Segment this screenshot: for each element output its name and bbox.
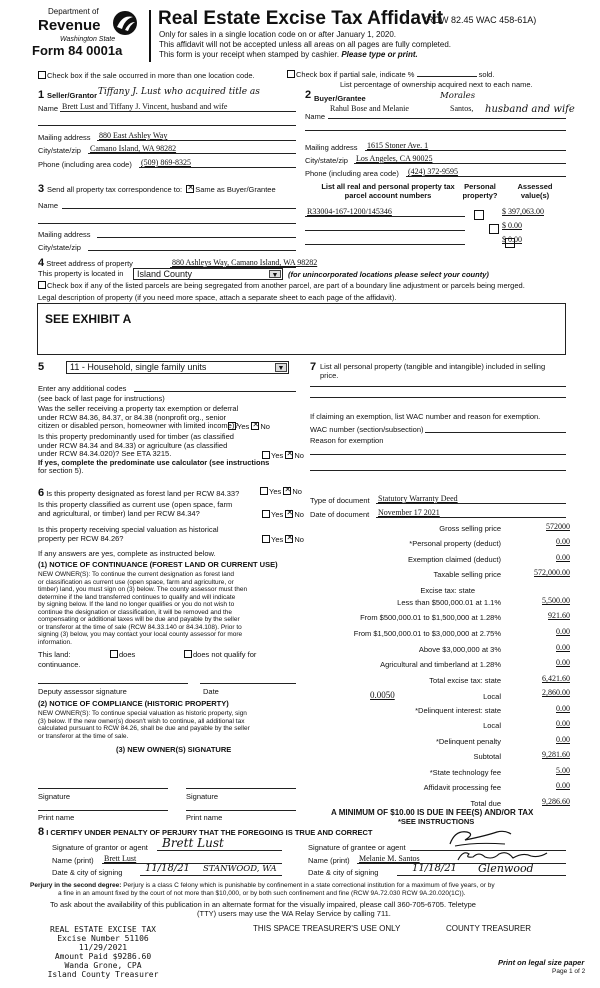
treasurer-receipt-stamp xyxy=(28,925,178,979)
s6-q3-no-label: No xyxy=(294,535,304,544)
notice1-line: continue the designation or classification, it will be removed and the xyxy=(38,608,233,616)
multi-location-checkbox[interactable] xyxy=(38,71,46,79)
s5-q1-yes-checkbox[interactable] xyxy=(228,422,236,430)
tax-row-label: Agricultural and timberland at 1.28% xyxy=(380,660,501,669)
stamp-line: Excise Number 51106 xyxy=(57,934,149,943)
access-line2: (TTY) users may use the WA Relay Service by calling 711. xyxy=(197,909,391,918)
s5-q2-line5: for section 5). xyxy=(38,466,84,475)
s5-q1-yes-label: Yes xyxy=(237,422,250,431)
notice1-line: signing (3) below, you may contact your local county assessor for more xyxy=(38,631,243,638)
tax-row-value[interactable]: 0.00 xyxy=(556,704,570,713)
assessed-value-3[interactable]: $ 0.00 xyxy=(502,235,522,244)
notice2-body xyxy=(38,710,300,740)
section2-number: 2 xyxy=(305,89,312,101)
does-label: does xyxy=(119,650,136,659)
notice2-line: or transferor at the time of sale. xyxy=(38,732,129,740)
doc-date-value[interactable]: November 17 2021 xyxy=(378,508,440,517)
perjury-bold: Perjury in the second degree: xyxy=(30,882,122,889)
reason-label: Reason for exemption xyxy=(310,436,384,445)
street-address-row xyxy=(38,257,133,269)
doc-date-label: Date of document xyxy=(310,510,370,519)
local-rate-value[interactable]: 0.0050 xyxy=(370,690,395,700)
doc-type-label: Type of document xyxy=(310,496,370,505)
tax-row-label: Gross selling price xyxy=(439,524,501,533)
tax-row-label: Total excise tax: state xyxy=(429,676,501,685)
notice1-line: by signing below. If the land no longer qualifies or you do not wish to xyxy=(38,601,235,608)
form-number: Form 84 0001a xyxy=(32,43,123,58)
grantor-city-value[interactable]: STANWOOD, WA xyxy=(203,864,277,874)
notice1-line: timber) land, you must sign on (3) below. The county assessor must then xyxy=(38,586,248,593)
does-option[interactable] xyxy=(110,650,135,659)
personal-col-header: Personal property? xyxy=(462,182,498,200)
multi-location-check[interactable] xyxy=(38,71,255,80)
perjury-line1 xyxy=(30,882,495,890)
notice1-line: compensating or additional taxes will be due and payable by the seller xyxy=(38,616,240,623)
new-owner-print1-label: Print name xyxy=(38,813,75,822)
chevron-down-icon[interactable]: ▼ xyxy=(269,270,281,278)
buyer-phone-value[interactable]: (424) 372-9595 xyxy=(408,167,458,176)
section3-label-text: Send all property tax correspondence to: xyxy=(47,185,183,194)
s6-q1-yes-label: Yes xyxy=(269,487,282,496)
s5-q2 xyxy=(38,433,288,476)
county-treasurer-label: COUNTY TREASURER xyxy=(446,924,532,933)
segregated-check[interactable] xyxy=(38,281,525,290)
dept-line2: Revenue xyxy=(38,17,101,34)
section4-number: 4 xyxy=(38,257,45,269)
seller-name-value[interactable]: Brett Lust and Tiffany J. Vincent, husband and wife xyxy=(62,102,228,111)
tax-row-label: *Delinquent penalty xyxy=(435,737,501,746)
s6-q3-no-checkbox[interactable] xyxy=(285,535,293,543)
seller-mailing-value[interactable]: 880 East Ashley Way xyxy=(99,131,168,140)
notice1-line: NEW OWNER(S): To continue the current designation as forest land xyxy=(38,571,235,578)
notice2-line: calculated pursuant to RCW 84.26, shall be due and payable by the seller xyxy=(38,725,250,732)
multi-location-label: Check box if the sale occurred in more than one location code. xyxy=(47,71,255,80)
assessed-value-2[interactable]: $ 0.00 xyxy=(502,221,522,230)
s6-q1-answer xyxy=(260,487,302,496)
same-as-buyer-checkbox[interactable] xyxy=(186,185,194,193)
personal-property-checkbox-2[interactable] xyxy=(489,224,499,234)
grantor-date-label: Date & city of signing xyxy=(52,868,123,877)
header-sub3 xyxy=(159,51,418,60)
seller-phone-value[interactable]: (509) 869-8325 xyxy=(141,158,191,167)
county-note: (for unincorporated locations please select your county) xyxy=(288,270,489,279)
section3-label xyxy=(47,185,276,194)
buyer-handwritten: husband and wife xyxy=(485,104,575,115)
section8-number: 8 xyxy=(38,826,45,838)
assessed-col-header: Assessed value(s) xyxy=(517,182,553,200)
s5-q2-yes-checkbox[interactable] xyxy=(262,451,270,459)
s3-mailing-label: Mailing address xyxy=(38,230,91,239)
tax-row-label: Local xyxy=(483,721,501,730)
notice1-line: information. xyxy=(38,638,72,646)
tax-row-label: Above $3,000,000 at 3% xyxy=(418,645,501,654)
use-code-select[interactable] xyxy=(66,361,289,374)
grantee-city-value[interactable]: Glenwood xyxy=(478,862,534,875)
grantee-date-value[interactable]: 11/18/21 xyxy=(412,863,457,874)
page-indicator: Page 1 of 2 xyxy=(552,968,586,975)
tax-row-label: Excise tax: state xyxy=(420,586,475,595)
seller-name-label: Name xyxy=(38,104,59,113)
s5-q2-answer xyxy=(262,451,304,460)
perjury-line2: a fine in an amount fixed by the court of not more than $10,000, or by both such confinement and fine (RCW 9A.72.030 RCW 9A.20.020(1C)). xyxy=(58,890,466,897)
tax-row-value[interactable]: 0.00 xyxy=(556,553,570,562)
chevron-down-icon[interactable]: ▼ xyxy=(275,363,287,372)
s6-q2-no-checkbox[interactable] xyxy=(285,510,293,518)
grantor-name-value[interactable]: Brett Lust xyxy=(104,854,137,863)
grantor-sig-label: Signature of grantor or agent xyxy=(52,843,148,852)
tax-row-label: Less than $500,000.01 at 1.1% xyxy=(397,598,501,607)
s5-q1-line2: under RCW 84.36, 84.37, or 84.38 (nonprofit org., senior xyxy=(38,412,227,422)
grantee-sig-label: Signature of grantee or agent xyxy=(308,843,406,852)
s3-name-label: Name xyxy=(38,201,59,210)
page-title: Real Estate Excise Tax Affidavit xyxy=(158,8,444,29)
header-sub2: This affidavit will not be accepted unless all areas on all pages are fully completed. xyxy=(159,40,452,49)
tax-row-value[interactable]: 9,281.60 xyxy=(542,750,570,759)
segregated-label: Check box if any of the listed parcels are being segregated from another parcel, are part of a boundary line adjustment or parcels being merged. xyxy=(47,281,525,290)
section7-number: 7 xyxy=(310,361,317,373)
tax-row-value[interactable]: 0.00 xyxy=(556,781,570,790)
notice2-line: (3) below. If the new owner(s) doesn't wish to continue, all additional tax xyxy=(38,717,245,725)
tax-row-value[interactable]: 572000 xyxy=(546,522,570,531)
stamp-line: Amount Paid $9286.60 xyxy=(54,952,152,961)
grantor-date-value[interactable]: 11/18/21 xyxy=(145,863,190,874)
legal-description-box[interactable] xyxy=(37,303,566,355)
seller-mailing-label: Mailing address xyxy=(38,133,91,142)
certify-text: I CERTIFY UNDER PENALTY OF PERJURY THAT THE FOREGOING IS TRUE AND CORRECT xyxy=(46,828,373,837)
s3-city-label: City/state/zip xyxy=(38,243,81,252)
does-not-checkbox[interactable] xyxy=(184,650,192,658)
s5-q1-no-checkbox[interactable] xyxy=(251,422,259,430)
addl-codes-note: (see back of last page for instructions) xyxy=(38,394,165,403)
s5-q2-line1: Is this property predominantly used for timber (as classified xyxy=(38,432,234,441)
s6-q3-line2: property per RCW 84.26? xyxy=(38,533,124,543)
tax-row-label: From $1,500,000.01 to $3,000,000 at 2.75% xyxy=(353,629,501,638)
seller-heading: Seller/Grantor xyxy=(47,91,98,100)
notice2-title: (2) NOTICE OF COMPLIANCE (HISTORIC PROPERTY) xyxy=(38,699,229,708)
buyer-heading: Buyer/Grantee xyxy=(314,94,366,103)
tax-row-label: Local xyxy=(483,692,501,701)
stamp-line: 11/29/2021 xyxy=(78,943,128,952)
buyer-hand-insert: Morales xyxy=(440,91,476,101)
tax-row-value[interactable]: 5.00 xyxy=(556,766,570,775)
buyer-name-label: Name xyxy=(305,112,326,121)
s6-q1-text: Is this property designated as forest land per RCW 84.33? xyxy=(46,489,240,498)
header-divider xyxy=(149,10,151,62)
buyer-mailing-value[interactable]: 1615 Stoner Ave. 1 xyxy=(367,141,429,150)
header-sub1: Only for sales in a single location code on or after January 1, 2020. xyxy=(159,30,397,39)
access-line1: To ask about the availability of this publication in an alternate format for the visually impaired, please call 360-705-6705. Teletype xyxy=(50,900,476,909)
personal-property-checkbox-1[interactable] xyxy=(474,210,484,220)
s6-q3-line1: Is this property receiving special valuation as historical xyxy=(38,525,219,534)
tax-row-value[interactable]: 9,286.60 xyxy=(542,797,570,806)
grantee-signature-top xyxy=(445,826,515,850)
dept-line3: Washington State xyxy=(60,36,116,43)
tax-row-value[interactable]: 572,000.00 xyxy=(534,568,570,577)
notice1-body xyxy=(38,571,300,646)
deputy-date-label: Date xyxy=(203,687,219,696)
s6-q1-no-label: No xyxy=(292,487,302,496)
street-label: Street address of property xyxy=(46,259,133,268)
tax-row-value[interactable]: 921.60 xyxy=(548,611,570,620)
buyer-name-tail: Santos, xyxy=(450,104,474,113)
seller-phone-label: Phone (including area code) xyxy=(38,160,132,169)
s5-q1-answer xyxy=(228,422,270,431)
notice1-title: (1) NOTICE OF CONTINUANCE (FOREST LAND OR CURRENT USE) xyxy=(38,560,278,569)
buyer-phone-label: Phone (including area code) xyxy=(305,169,399,178)
tax-row-value[interactable]: 2,860.00 xyxy=(542,688,570,697)
s6-q2-yes-checkbox[interactable] xyxy=(262,510,270,518)
legal-label: Legal description of property (if you need more space, attach a separate sheet to each page of the affidavit). xyxy=(38,293,397,302)
perjury-text1: Perjury is a class C felony which is punishable by confinement in a state correctional institution for a maximum of five years, or by xyxy=(123,882,495,889)
segregated-checkbox[interactable] xyxy=(38,281,46,289)
tax-row-label: Subtotal xyxy=(473,752,501,761)
header-sub3-emph: Please type or print. xyxy=(341,50,418,59)
does-checkbox[interactable] xyxy=(110,650,118,658)
tax-row-value[interactable]: 5,500.00 xyxy=(542,596,570,605)
tax-row-value[interactable]: 6,421.60 xyxy=(542,674,570,683)
partial-sale-check[interactable] xyxy=(287,70,494,79)
partial-note: List percentage of ownership acquired next to each name. xyxy=(340,80,533,89)
seller-city-label: City/state/zip xyxy=(38,146,81,155)
s6-q2 xyxy=(38,501,232,518)
s6-q2-line1: Is this property classified as current use (open space, farm xyxy=(38,500,233,509)
buyer-mailing-label: Mailing address xyxy=(305,143,358,152)
s6-q2-no-label: No xyxy=(294,510,304,519)
section3-number: 3 xyxy=(38,183,45,195)
grantor-signature[interactable]: Brett Lust xyxy=(162,836,224,850)
tax-row-label: Total due xyxy=(470,799,501,808)
parcels-col-header: List all real and personal property tax parcel account numbers xyxy=(321,182,455,200)
notice1-line: or classification as current use (open space, farm and agriculture, or xyxy=(38,578,234,586)
notice1-line: determine if the land transferred continues to qualify and will indicate xyxy=(38,593,236,601)
treasurer-only-label: THIS SPACE TREASURER'S USE ONLY xyxy=(253,924,401,933)
s6-ifany: If any answers are yes, complete as instructed below. xyxy=(38,549,216,558)
tax-row-label: From $500,000.01 to $1,500,000 at 1.28% xyxy=(360,613,501,622)
s5-q1-line3: citizen or disabled person, homeowner with limited income)? xyxy=(38,421,239,430)
print-legal-note: Print on legal size paper xyxy=(498,958,585,967)
rcw-reference: (RCW 82.45 WAC 458-61A) xyxy=(424,15,537,25)
doc-type-value[interactable]: Statutory Warranty Deed xyxy=(378,494,458,503)
assessed-value-1[interactable]: $ 397,063.00 xyxy=(502,207,544,216)
grantee-date-label: Date & city of signing xyxy=(308,868,379,877)
grantee-name-value[interactable]: Melanie M. Santos xyxy=(359,854,420,863)
s6-q1 xyxy=(38,487,239,499)
buyer-city-value[interactable]: Los Angeles, CA 90025 xyxy=(356,154,433,163)
grantee-name-label: Name (print) xyxy=(308,856,350,865)
partial-sale-label: Check box if partial sale, indicate % xyxy=(296,70,415,79)
parcel-number-1[interactable]: R33004-167-1200/145346 xyxy=(307,207,392,216)
s6-q3-yes-label: Yes xyxy=(271,535,284,544)
continuance-label: continuance. xyxy=(38,660,81,669)
s6-q3-yes-checkbox[interactable] xyxy=(262,535,270,543)
stamp-line: REAL ESTATE EXCISE TAX xyxy=(50,925,156,934)
notice1-line: or transferor at the time of sale (RCW 84.33.140 or 84.34.108). Prior to xyxy=(38,623,242,631)
see-instructions: *SEE INSTRUCTIONS xyxy=(398,817,475,826)
s6-q1-yes-checkbox[interactable] xyxy=(260,487,268,495)
tax-row-label: Taxable selling price xyxy=(433,570,501,579)
grantor-name-label: Name (print) xyxy=(52,856,94,865)
s6-q2-answer xyxy=(262,510,304,519)
dept-line1: Department of xyxy=(48,7,99,16)
partial-sale-checkbox[interactable] xyxy=(287,70,295,78)
tax-row-value[interactable]: 0.00 xyxy=(556,658,570,667)
buyer-name-value[interactable]: Rahul Bose and Melanie xyxy=(330,104,409,113)
tax-row-label: *State technology fee xyxy=(429,768,501,777)
s6-q2-line2: and agricultural, or timber) land per RCW 84.34? xyxy=(38,508,200,518)
deputy-sig-label: Deputy assessor signature xyxy=(38,687,127,696)
minimum-notice: A MINIMUM OF $10.00 IS DUE IN FEE(S) AND/OR TAX xyxy=(331,808,534,817)
notice2-line: NEW OWNER(S): To continue special valuation as historic property, sign xyxy=(38,710,247,717)
tax-row-label: Exemption claimed (deduct) xyxy=(408,555,501,564)
tax-row-value[interactable]: 0.00 xyxy=(556,537,570,546)
seller-handwritten: Tiffany J. Lust who acquired title as xyxy=(98,87,260,97)
s5-q2-line2: under RCW 84.34 and 84.33) or agriculture (as classified xyxy=(38,440,228,450)
this-land-label: This land: xyxy=(38,650,71,659)
wac-label: WAC number (section/subsection) xyxy=(310,425,424,434)
stamp-line: Wanda Grone, CPA xyxy=(64,961,142,970)
tax-row-value[interactable]: 0.00 xyxy=(556,627,570,636)
street-value[interactable]: 880 Ashleys Way, Camano Island, WA 98282 xyxy=(172,258,318,267)
header-sub3-text: This form is your receipt when stamped by cashier. xyxy=(159,50,340,59)
tax-row-value[interactable]: 0.00 xyxy=(556,735,570,744)
section7-label: List all personal property (tangible and intangible) included in selling price. xyxy=(320,362,546,380)
s5-q2-no-label: No xyxy=(294,451,304,460)
tax-row-label: Affidavit processing fee xyxy=(423,783,501,792)
s5-q1-line1: Was the seller receiving a property tax exemption or deferral xyxy=(38,404,239,413)
buyer-city-label: City/state/zip xyxy=(305,156,348,165)
new-owner-sig2-label: Signature xyxy=(186,792,219,801)
does-not-label: does not qualify for xyxy=(193,650,257,659)
tax-row-value[interactable]: 0.00 xyxy=(556,719,570,728)
use-code-value: 11 - Household, single family units xyxy=(70,362,207,372)
partial-sold-label: sold. xyxy=(478,70,495,79)
county-select[interactable] xyxy=(133,268,283,280)
s6-q1-no-checkbox[interactable] xyxy=(283,487,291,495)
stamp-line: Island County Treasurer xyxy=(47,970,159,979)
county-select-value: Island County xyxy=(137,269,193,279)
new-owner-sig1-label: Signature xyxy=(38,792,71,801)
tax-row-label: *Delinquent interest: state xyxy=(415,706,501,715)
addl-codes-label: Enter any additional codes xyxy=(38,384,127,393)
s5-q2-yes-label: Yes xyxy=(271,451,284,460)
section1-number: 1 xyxy=(38,89,45,101)
legal-description-value: SEE EXHIBIT A xyxy=(45,312,132,326)
s6-q3-answer xyxy=(262,535,304,544)
section5-number: 5 xyxy=(38,361,45,373)
s5-q2-line4: If yes, complete the predominate use calculator (see instructions xyxy=(38,457,270,467)
tax-row-value[interactable]: 0.00 xyxy=(556,643,570,652)
partial-percent-field[interactable] xyxy=(417,76,477,77)
section6-number: 6 xyxy=(38,487,45,499)
seller-city-value[interactable]: Camano Island, WA 98282 xyxy=(90,144,177,153)
s5-q1-no-label: No xyxy=(260,422,270,431)
exemption-label: If claiming an exemption, list WAC number and reason for exemption. xyxy=(310,412,541,421)
does-not-option[interactable] xyxy=(184,650,256,659)
new-owner-print2-label: Print name xyxy=(186,813,223,822)
new-owner-sig-heading: (3) NEW OWNER(S) SIGNATURE xyxy=(116,745,232,754)
same-as-buyer-label: Same as Buyer/Grantee xyxy=(195,185,276,194)
tax-row-label: *Personal property (deduct) xyxy=(409,539,501,548)
located-label: This property is located in xyxy=(38,269,124,278)
s5-q2-no-checkbox[interactable] xyxy=(285,451,293,459)
s5-q2-line3: under RCW 84.34.020)? See ETA 3215. xyxy=(38,449,172,458)
s6-q2-yes-label: Yes xyxy=(271,510,284,519)
s6-q3 xyxy=(38,526,219,543)
dor-emblem-icon xyxy=(111,10,139,36)
